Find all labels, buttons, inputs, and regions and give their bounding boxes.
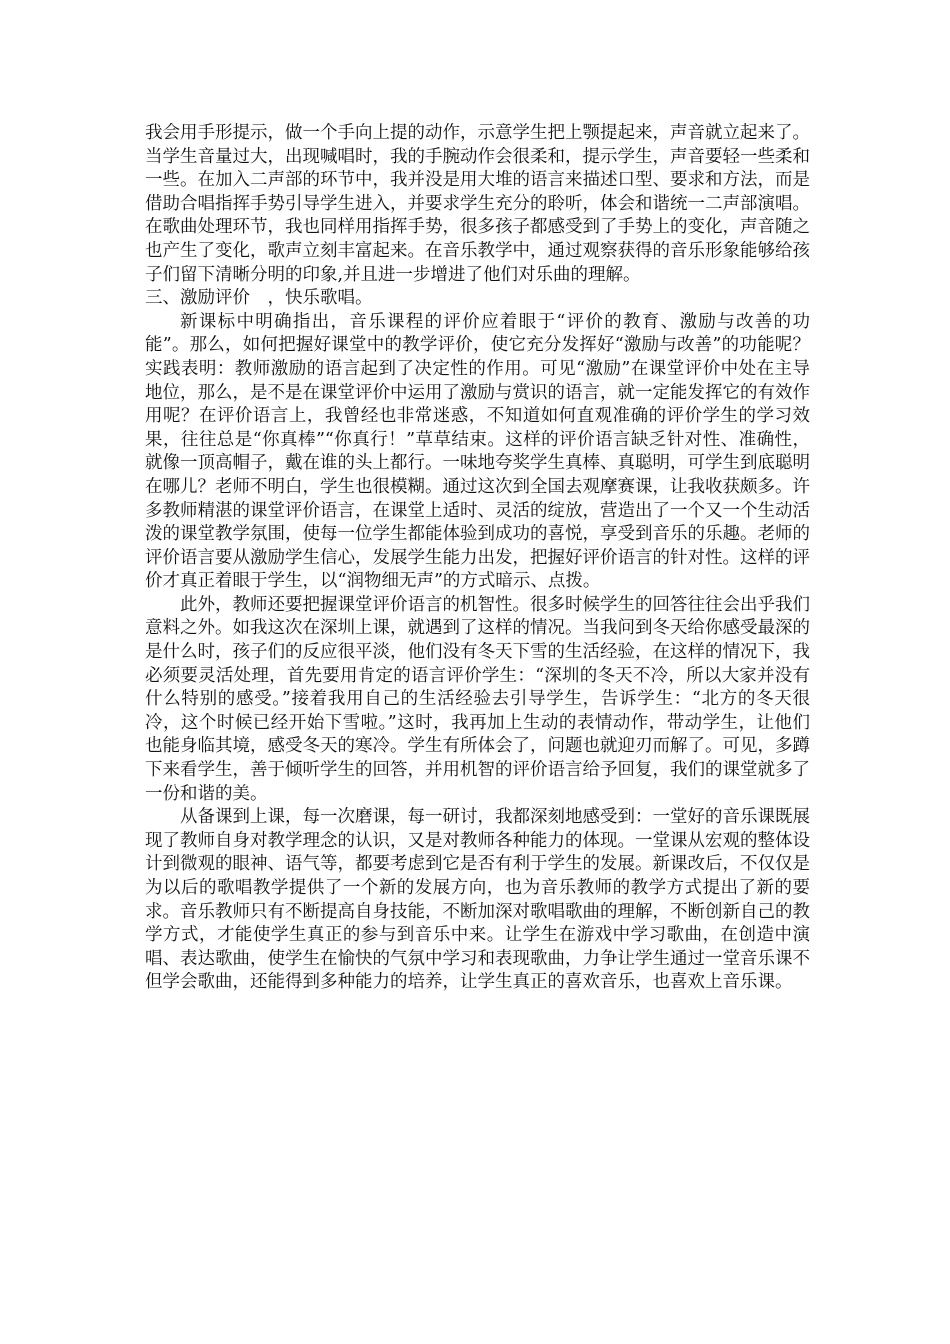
paragraph-conclusion: 从备课到上课，每一次磨课，每一研讨，我都深刻地感受到：一堂好的音乐课既展现了教师自身对教学理念的认识，又是对教师各种能力的体现。一堂课从宏观的整体设计到微观的眼神、语气等，都要考虑到它是否有利于学生的发展。新课改后，不仅仅是为以后的歌唱教学提供了一个新的发展方向，也为音乐教师的教学方式提出了新的要求。音乐教师只有不断提高自身技能，不断加深对歌唱歌曲的理解，不断创新自己的教学方式，才能使学生真正的参与到音乐中来。让学生在游戏中学习歌曲，在创造中演唱、表达歌曲，使学生在愉快的气氛中学习和表现歌曲，力争让学生通过一堂音乐课不但学会歌曲，还能得到多种能力的培养，让学生真正的喜欢音乐，也喜欢上音乐课。	[145, 807, 810, 993]
paragraph-evaluation-wit: 此外，教师还要把握课堂评价语言的机智性。很多时候学生的回答往往会出乎我们意料之外。如我这次在深圳上课，就遇到了这样的情况。当我问到冬天给你感受最深的是什么时，孩子们的反应很平淡，他们没有冬天下雪的生活经验，在这样的情况下，我必须要灵活处理，首先要用肯定的语言评价学生：“深圳的冬天不冷，所以大家并没有什么特别的感受。”接着我用自己的生活经验去引导学生，告诉学生：“北方的冬天很冷，这个时候已经开始下雪啦。”这时，我再加上生动的表情动作，带动学生，让他们也能身临其境，感受冬天的寒冷。学生有所体会了，问题也就迎刃而解了。可见，多蹲下来看学生，善于倾听学生的回答，并用机智的评价语言给予回复，我们的课堂就多了一份和谐的美。	[145, 594, 810, 804]
paragraph-hand-gesture: 我会用手形提示，做一个手向上提的动作，示意学生把上颚提起来，声音就立起来了。当学生音量过大，出现喊唱时，我的手腕动作会很柔和，提示学生，声音要轻一些柔和一些。在加入二声部的环节中，我并没是用大堆的语言来描述口型、要求和方法，而是借助合唱指挥手势引导学生进入，并要求学生充分的聆听，体会和谐统一二声部演唱。在歌曲处理环节，我也同样用指挥手势，很多孩子都感受到了手势上的变化，声音随之也产生了变化，歌声立刻丰富起来。在音乐教学中，通过观察获得的音乐形象能够给孩子们留下清晰分明的印象,并且进一步增进了他们对乐曲的理解。	[145, 123, 810, 285]
paragraph-curriculum-evaluation: 新课标中明确指出，音乐课程的评价应着眼于“评价的教育、激励与改善的功能”。那么，如何把握好课堂中的教学评价，使它充分发挥好“激励与改善”的功能呢？实践表明：教师激励的语言起到了决定性的作用。可见“激励”在课堂评价中处在主导地位，那么，是不是在课堂评价中运用了激励与赏识的语言，就一定能发挥它的有效作用呢？在评价语言上，我曾经也非常迷惑，不知道如何直观准确的评价学生的学习效果，往往总是“你真棒”“你真行！”草草结束。这样的评价语言缺乏针对性、准确性，就像一顶高帽子，戴在谁的头上都行。一味地夸奖学生真棒、真聪明，可学生到底聪明在哪儿？老师不明白，学生也很模糊。通过这次到全国去观摩赛课，让我收获颇多。许多教师精湛的课堂评价语言，在课堂上适时、灵活的绽放，营造出了一个又一个生动活泼的课堂教学氛围，使每一位学生都能体验到成功的喜悦，享受到音乐的乐趣。老师的评价语言要从激励学生信心，发展学生能力出发，把握好评价语言的针对性。这样的评价才真正着眼于学生，以“润物细无声”的方式暗示、点拨。	[145, 311, 810, 592]
section-heading-encouraging-evaluation: 三、激励评价 ，快乐歌唱。	[145, 288, 373, 309]
document-body	[145, 122, 810, 995]
